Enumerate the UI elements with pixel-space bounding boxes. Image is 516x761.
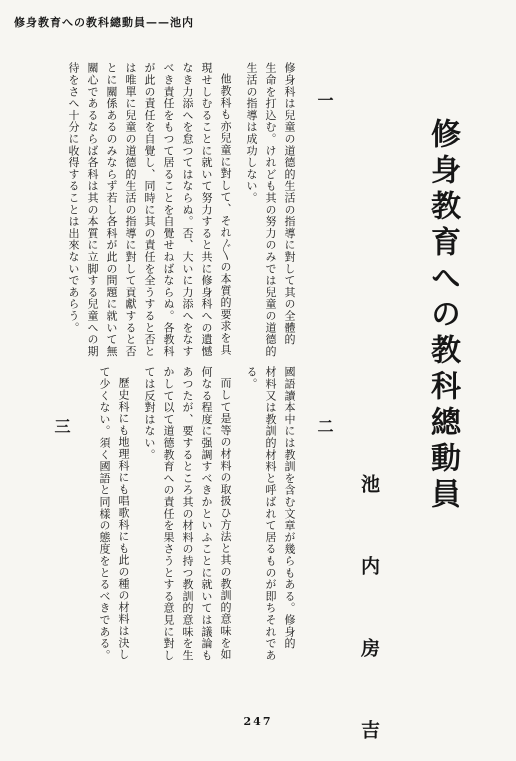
section-two-line: 歷史科にも地理科にも唱歌科にも此の種の材料は決し	[117, 377, 130, 661]
section-one-line: 待をさへ十分に收得することは出來ないであらう。	[67, 62, 80, 334]
section-one-line: が此の責任を自覺し、同時に其の責任を全うすると否と	[143, 62, 156, 357]
section-number-one: 一	[315, 92, 334, 108]
section-one-line: 生活の指導は成功しない。	[245, 62, 258, 204]
section-one-line: 關心であるならば各科は其の本質に立脚する兒童への期	[86, 62, 99, 357]
section-two-line: かして以て道德教育への責任を果さうとする意見に對し	[162, 366, 175, 661]
section-one-line: べき責任をもつて居ることを自覺せねばならぬ。各教科	[162, 62, 175, 357]
section-one-line: 現せしむることに就いて努力すると共に修身科への遺憾	[200, 62, 213, 357]
section-two-line: る。	[245, 366, 258, 390]
section-one-line: なき力添へを怠つてはならぬ。否、大いに力添へをなす	[181, 62, 194, 357]
page-number: 247	[243, 715, 273, 728]
section-one-line: 他教科も亦兒童に對して、それ〴〵の本質的要求を具	[219, 73, 232, 356]
section-two-line: 材料又は教訓的材料と呼ばれて居るものが即ちそれであ	[264, 366, 277, 661]
section-one-line: は唯單に兒童の道德的生活の指導に對して貢獻すると否	[124, 62, 137, 357]
author-name: 池 内 房 吉	[358, 474, 380, 761]
section-two-line: 何なる程度に强調すべきかといふことに就いては議論も	[200, 366, 213, 661]
article-title: 修身教育への教科總動員	[425, 118, 460, 514]
section-one-line: 生命を打込む。けれども其の努力のみでは兒童の道德的	[264, 62, 277, 357]
section-number-two: 二	[315, 418, 334, 434]
section-one-line: 修身科は兒童の道德的生活の指導に對して其の全體的	[283, 62, 296, 346]
section-two-line: て少くない。須く國語と同樣の態度をとるべきである。	[98, 366, 111, 661]
section-two-line: 國語讀本中には教訓を含む文章が幾らもある。修身的	[283, 366, 296, 650]
section-number-three: 三	[52, 418, 71, 434]
running-head: 修身教育への教科總動員——池内	[14, 16, 194, 29]
section-two-line: あつたが、要するところ其の材料の持つ教訓的意味を生	[181, 366, 194, 661]
section-two-line: ては反對はない。	[143, 366, 156, 461]
section-two-line: 而して是等の材料の取扱ひ方法と其の教訓的意味を如	[219, 377, 232, 661]
section-one-line: とに關係あるのみならず若し各科が此の問題に就いて無	[105, 62, 118, 357]
